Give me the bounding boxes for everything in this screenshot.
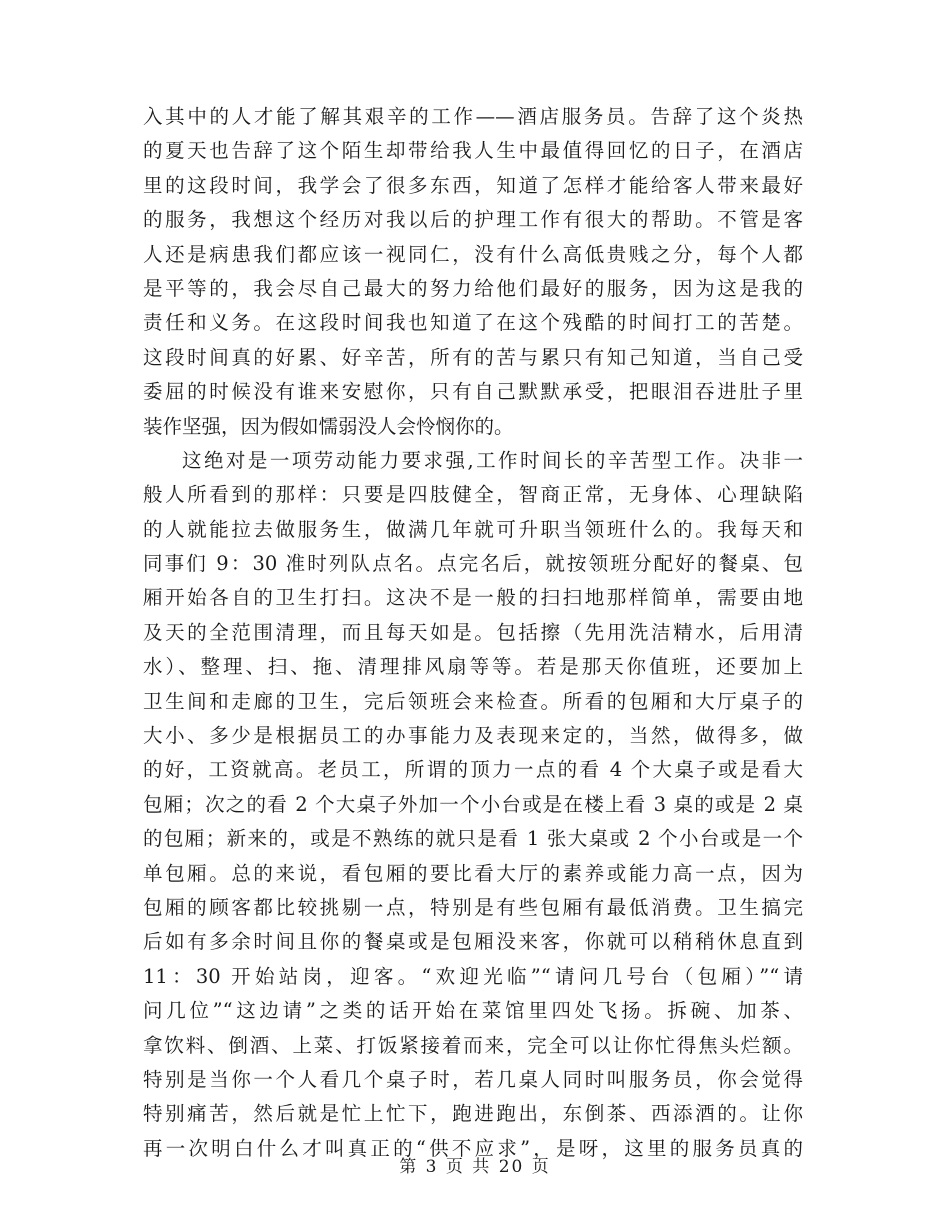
text-line: 的好，工资就高。老员工，所谓的顶力一点的看 4 个大桌子或是看大 xyxy=(143,758,803,782)
text-line: 再一次明白什么才叫真正的“供不应求”，是呀，这里的服务员真的 xyxy=(143,1136,803,1160)
text-line: 这段时间真的好累、好辛苦，所有的苦与累只有知己知道，当自己受 xyxy=(143,345,803,369)
text-line: 包厢的顾客都比较挑剔一点，特别是有些包厢有最低消费。卫生搞完 xyxy=(143,895,803,919)
text-line: 大小、多少是根据员工的办事能力及表现来定的，当然，做得多，做 xyxy=(143,724,803,748)
text-line: 入其中的人才能了解其艰辛的工作——酒店服务员。告辞了这个炎热 xyxy=(143,105,803,128)
text-line: 厢开始各自的卫生打扫。这决不是一般的扫扫地那样简单，需要由地 xyxy=(143,586,803,610)
text-line: 的包厢；新来的，或是不熟练的就只是看 1 张大桌或 2 个小台或是一个 xyxy=(143,827,803,851)
paragraph xyxy=(143,100,803,444)
page-number-footer: 第 3 页 共 20 页 xyxy=(399,1157,551,1177)
text-line: 及天的全范围清理，而且每天如是。包括擦（先用洗洁精水，后用清 xyxy=(143,620,803,644)
text-line: 包厢；次之的看 2 个大桌子外加一个小台或是在楼上看 3 桌的或是 2 桌 xyxy=(143,792,803,816)
paragraph xyxy=(143,444,803,1166)
text-line: 单包厢。总的来说，看包厢的要比看大厅的素养或能力高一点，因为 xyxy=(143,861,803,885)
text-line: 特别痛苦，然后就是忙上忙下，跑进跑出，东倒茶、西添酒的。让你 xyxy=(143,1102,803,1126)
document-body xyxy=(143,100,803,1166)
text-line: 装作坚强，因为假如懦弱没人会怜悯你的。 xyxy=(143,414,514,438)
text-line: 卫生间和走廊的卫生，完后领班会来检查。所看的包厢和大厅桌子的 xyxy=(143,689,803,713)
text-line: 同事们 9：30 准时列队点名。点完名后，就按领班分配好的餐桌、包 xyxy=(143,552,803,576)
text-line: 责任和义务。在这段时间我也知道了在这个残酷的时间打工的苦楚。 xyxy=(143,311,803,335)
text-line: 的人就能拉去做服务生，做满几年就可升职当领班什么的。我每天和 xyxy=(143,517,803,541)
text-line: 般人所看到的那样：只要是四肢健全，智商正常，无身体、心理缺陷 xyxy=(143,483,803,507)
text-line: 是平等的，我会尽自己最大的努力给他们最好的服务，因为这是我的 xyxy=(143,276,803,300)
text-line: 后如有多余时间且你的餐桌或是包厢没来客，你就可以稍稍休息直到 xyxy=(143,930,803,954)
text-line: 的服务，我想这个经历对我以后的护理工作有很大的帮助。不管是客 xyxy=(143,208,803,232)
text-line: 拿饮料、倒酒、上菜、打饭紧接着而来，完全可以让你忙得焦头烂额。 xyxy=(143,1033,803,1057)
text-line: 特别是当你一个人看几个桌子时，若几桌人同时叫服务员，你会觉得 xyxy=(143,1067,803,1091)
text-line: 委屈的时候没有谁来安慰你，只有自己默默承受，把眼泪吞进肚子里 xyxy=(143,380,803,404)
text-line: 这绝对是一项劳动能力要求强,工作时间长的辛苦型工作。决非一 xyxy=(182,448,803,472)
text-line: 问几位”“这边请”之类的话开始在菜馆里四处飞扬。拆碗、加茶、 xyxy=(143,999,803,1023)
text-line: 人还是病患我们都应该一视同仁，没有什么高低贵贱之分，每个人都 xyxy=(143,242,803,266)
text-line: 的夏天也告辞了这个陌生却带给我人生中最值得回忆的日子，在酒店 xyxy=(143,139,803,163)
text-line: 水）、整理、扫、拖、清理排风扇等等。若是那天你值班，还要加上 xyxy=(143,655,803,679)
text-line: 11：30 开始站岗，迎客。“欢迎光临”“请问几号台（包厢）”“请 xyxy=(143,964,803,988)
text-line: 里的这段时间，我学会了很多东西，知道了怎样才能给客人带来最好 xyxy=(143,173,803,197)
